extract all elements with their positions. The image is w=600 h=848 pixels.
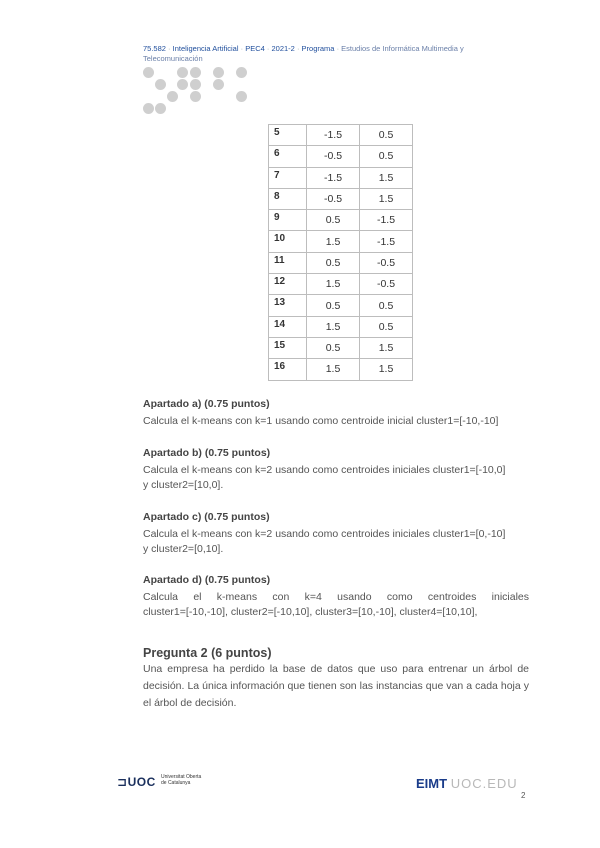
row-id-cell: 14 [269,316,307,337]
apartado-d-line1: Calcula el k-means con k=4 usando como centroides iniciales [143,591,529,603]
apartado-d-line2: cluster1=[-10,-10], cluster2=[-10,10], cluster3=[10,-10], cluster4=[10,10], [143,605,478,618]
y-value-cell: 0.5 [360,295,413,316]
y-value-cell: -0.5 [360,252,413,273]
data-points-table [268,124,413,381]
table-row [269,146,413,167]
table-row [269,188,413,209]
program-label: Programa [301,44,335,53]
x-value-cell: 0.5 [307,295,360,316]
x-value-cell: 0.5 [307,252,360,273]
uoc-logo-text: ⊐UOC [117,775,156,789]
uoc-footer-logo [117,773,227,793]
y-value-cell: 1.5 [360,359,413,380]
row-id-cell: 9 [269,210,307,231]
x-value-cell: 1.5 [307,274,360,295]
x-value-cell: -0.5 [307,188,360,209]
studies-label: Estudios de Informática Multimedia y [341,44,464,53]
row-id-cell: 7 [269,167,307,188]
table-row [269,231,413,252]
table-row [269,210,413,231]
y-value-cell: 1.5 [360,167,413,188]
x-value-cell: -1.5 [307,125,360,146]
eimt-domain: UOC.EDU [450,776,518,791]
y-value-cell: -1.5 [360,231,413,252]
uoc-sub-line1: Universitat Oberta [161,774,202,780]
uoc-dots-logo [143,67,253,117]
x-value-cell: 0.5 [307,337,360,358]
x-value-cell: -0.5 [307,146,360,167]
table-row [269,337,413,358]
row-id-cell: 5 [269,125,307,146]
x-value-cell: 1.5 [307,359,360,380]
y-value-cell: 1.5 [360,337,413,358]
row-id-cell: 6 [269,146,307,167]
course-code: 75.582 [143,44,166,53]
page-header: 75.582 · Inteligencia Artificial · PEC4 · 2021-2 · Programa · Estudios de Informática Multimedia y Telecomunicación [143,44,464,63]
y-value-cell: 0.5 [360,146,413,167]
apartado-c-line2: y cluster2=[0,10]. [143,542,224,555]
apartado-d-text [143,590,529,619]
uoc-logo-word: UOC [127,775,156,789]
row-id-cell: 10 [269,231,307,252]
row-id-cell: 15 [269,337,307,358]
apartado-b-title: Apartado b) (0.75 puntos) [143,447,271,459]
table-row [269,167,413,188]
apartado-c-title: Apartado c) (0.75 puntos) [143,511,270,523]
x-value-cell: -1.5 [307,167,360,188]
row-id-cell: 16 [269,359,307,380]
pregunta-2-text: Una empresa ha perdido la base de datos que uso para entrenar un árbol de decisión. La única información que tienen son las instancias que van a cada hoja y el árbol de decisión. [143,663,529,709]
x-value-cell: 1.5 [307,231,360,252]
apartado-c-line1: Calcula el k-means con k=2 usando como centroides iniciales cluster1=[0,-10] [143,528,506,540]
eimt-word: EIMT [416,776,448,791]
year-label: 2021-2 [271,44,295,53]
row-id-cell: 8 [269,188,307,209]
table-row [269,252,413,273]
y-value-cell: -1.5 [360,210,413,231]
y-value-cell: 0.5 [360,316,413,337]
x-value-cell: 0.5 [307,210,360,231]
apartado-d-title: Apartado d) (0.75 puntos) [143,574,271,586]
table-row [269,274,413,295]
uoc-sub-line2: de Catalunya [161,780,191,786]
studies-label-2: Telecomunicación [143,53,203,63]
table-row [269,359,413,380]
y-value-cell: 1.5 [360,188,413,209]
row-id-cell: 12 [269,274,307,295]
apartado-a-title: Apartado a) (0.75 puntos) [143,398,270,410]
apartado-c-text [143,527,529,556]
table-row [269,125,413,146]
apartado-b-text [143,463,529,492]
apartado-b-line1: Calcula el k-means con k=2 usando como centroides iniciales cluster1=[-10,0] [143,464,506,476]
row-id-cell: 13 [269,295,307,316]
apartado-b-line2: y cluster2=[10,0]. [143,478,224,491]
table-row [269,295,413,316]
course-name: Inteligencia Artificial [172,44,239,53]
pec-label: PEC4 [245,44,265,53]
pregunta-2-title: Pregunta 2 (6 puntos) [143,646,272,660]
row-id-cell: 11 [269,252,307,273]
eimt-logo [416,776,518,791]
y-value-cell: 0.5 [360,125,413,146]
page-number: 2 [521,791,526,800]
apartado-a-text: Calcula el k-means con k=1 usando como centroide inicial cluster1=[-10,-10] [143,415,499,427]
y-value-cell: -0.5 [360,274,413,295]
uoc-logo-subtitle [161,774,221,786]
x-value-cell: 1.5 [307,316,360,337]
table-row [269,316,413,337]
